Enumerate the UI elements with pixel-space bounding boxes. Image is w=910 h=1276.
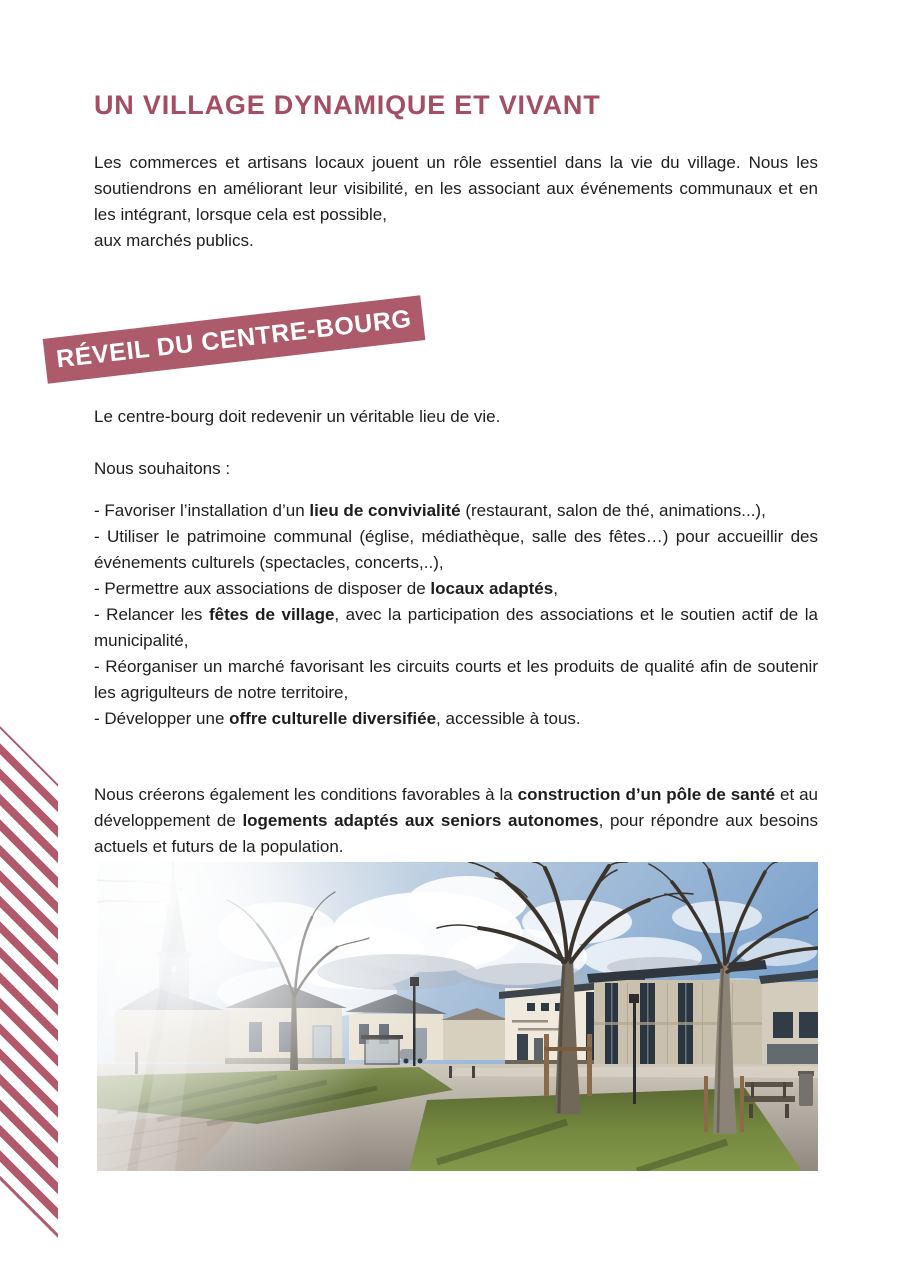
lead-paragraph: Le centre-bourg doit redevenir un véritable lieu de vie. — [94, 407, 501, 426]
list-item: - Relancer les fêtes de village, avec la participation des associations et le soutien actif de la municipalité, — [94, 605, 818, 650]
section-ribbon-label: RÉVEIL DU CENTRE-BOURG — [54, 304, 413, 374]
wish-paragraph: Nous souhaitons : — [94, 459, 231, 478]
list-item: - Favoriser l’installation d’un lieu de convivialité (restaurant, salon de thé, animations...), — [94, 501, 766, 520]
closing-paragraph: Nous créerons également les conditions favorables à la construction d’un pôle de santé et au développement de logements adaptés aux seniors autonomes, pour répondre aux besoins actuels et futurs de la population. — [94, 785, 818, 856]
list-item: - Permettre aux associations de disposer de locaux adaptés, — [94, 579, 558, 598]
intro-paragraph: Les commerces et artisans locaux jouent un rôle essentiel dans la vie du village. Nous les soutiendrons en améliorant leur visibilité, en les associant aux événements communaux et en les intégrant, lorsque cela est possible, aux marchés publics. — [94, 153, 818, 250]
list-item: - Réorganiser un marché favorisant les circuits courts et les produits de qualité afin de soutenir les agrigulteurs de notre territoire, — [94, 657, 818, 702]
diagonal-stripes-decoration — [0, 726, 58, 1238]
page-title: UN VILLAGE DYNAMIQUE ET VIVANT — [94, 90, 601, 120]
section-ribbon — [43, 295, 426, 383]
village-square-photo — [97, 862, 818, 1171]
village-square-photo-svg — [97, 862, 818, 1171]
list-item: - Utiliser le patrimoine communal (église, médiathèque, salle des fêtes…) pour accueillir des événements culturels (spectacles, concerts,..), — [94, 527, 818, 572]
proposals-list — [94, 498, 818, 732]
list-item: - Développer une offre culturelle diversifiée, accessible à tous. — [94, 709, 581, 728]
